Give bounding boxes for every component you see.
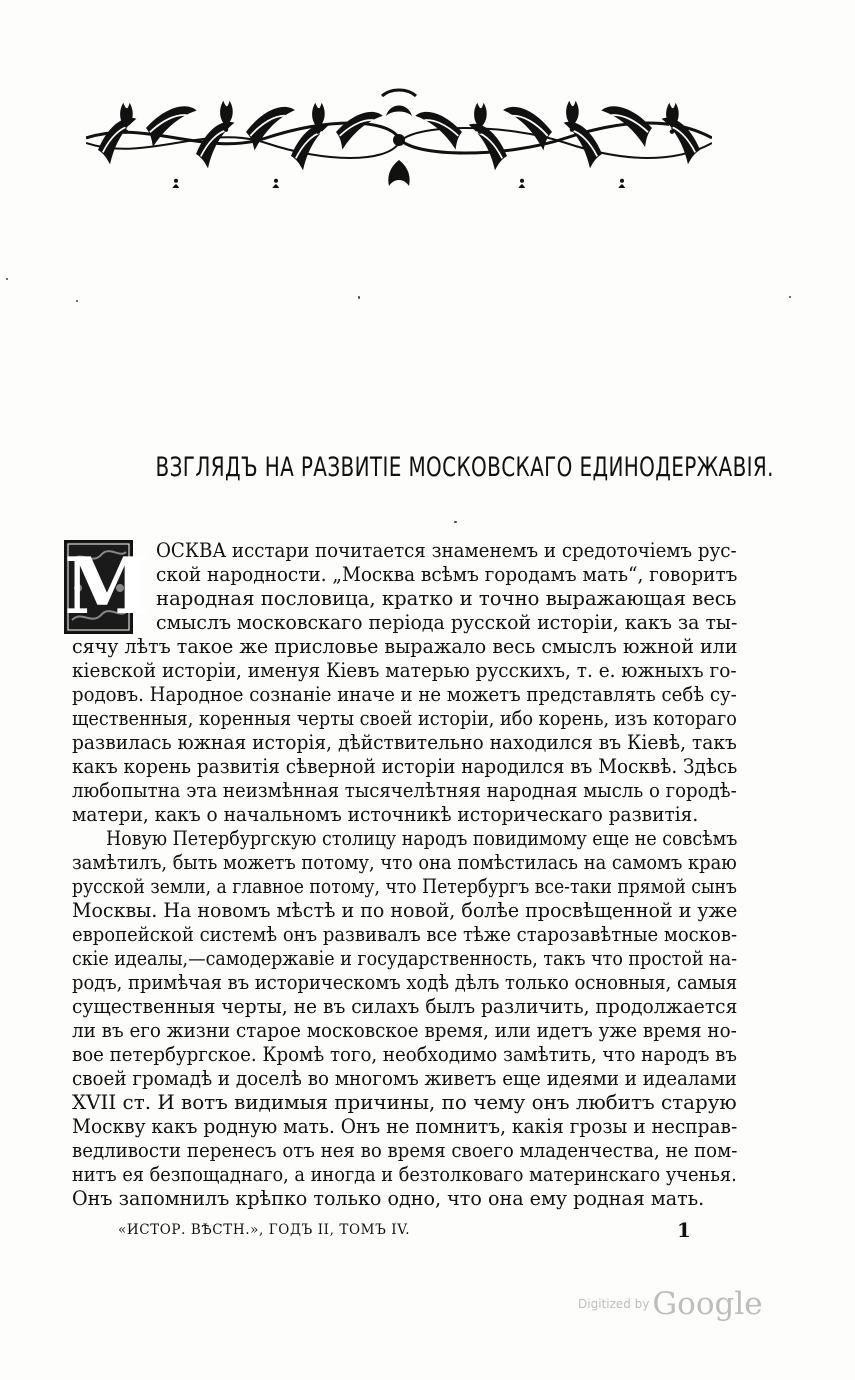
decorative-header-ornament [86, 88, 712, 188]
body-line: Москву какъ родную мать. Онъ не помнитъ, какія грозы и несправ- [72, 1115, 738, 1138]
body-line: сячу лѣтъ такое же присловье выражало весь смыслъ южной или [72, 635, 738, 658]
signature-mark: 1 [677, 1218, 691, 1242]
scan-speck [6, 278, 8, 280]
body-line: какъ корень развитія сѣверной исторіи народился въ Москвѣ. Здѣсь [72, 755, 738, 778]
body-line: замѣтилъ, быть можетъ потому, что она помѣстилась на самомъ краю [72, 851, 737, 874]
body-line: матери, какъ о начальномъ источникѣ историческаго развитія. [72, 803, 699, 826]
drop-cap-initial [64, 540, 151, 634]
body-line: скіе идеалы,—самодержавіе и государственность, такъ что простой на- [72, 947, 738, 970]
watermark-brand: Google [652, 1286, 763, 1322]
body-line: своей громадѣ и доселѣ во многомъ живетъ еще идеями и идеалами [72, 1067, 737, 1090]
scan-speck [76, 300, 78, 302]
body-line: Новую Петербургскую столицу народъ повидимому еще не совсѣмъ [106, 827, 738, 850]
running-footer: «ИСТОР. ВѢСТН.», ГОДЪ II, ТОМЪ IV. [118, 1222, 411, 1238]
drop-cap-letter: М [64, 541, 151, 632]
body-line: родовъ. Народное сознаніе иначе и не можетъ представлять себѣ су- [72, 683, 737, 706]
digitization-watermark [578, 1286, 763, 1322]
body-line: смыслъ московскаго періода русской исторіи, какъ за ты- [156, 611, 738, 634]
watermark-prefix: Digitized by [578, 1297, 650, 1311]
body-line: европейской системѣ онъ развивалъ все тѣже старозавѣтные москов- [72, 923, 738, 946]
article-title: ВЗГЛЯДЪ НА РАЗВИТІЕ МОСКОВСКАГО ЕДИНОДЕРЖАВІЯ. [155, 452, 774, 483]
body-line: Онъ запомнилъ крѣпко только одно, что она ему родная мать. [72, 1187, 705, 1210]
body-line: любопытна эта неизмѣнная тысячелѣтняя народная мысль о городѣ- [72, 779, 737, 802]
body-line: вое петербургское. Кромѣ того, необходимо замѣтить, что народъ въ [72, 1043, 737, 1066]
body-line: ведливости перенесъ отъ нея во время своего младенчества, не пом- [72, 1139, 738, 1162]
body-line: развилась южная исторія, дѣйствительно находился въ Кіевѣ, такъ [72, 731, 737, 754]
body-line: ОСКВА исстари почитается знаменемъ и средоточіемъ рус- [156, 539, 737, 562]
scan-speck [358, 296, 360, 299]
body-line: кіевской исторіи, именуя Кіевъ матерью русскихъ, т. е. южныхъ го- [72, 659, 737, 682]
body-line: XVII ст. И вотъ видимыя причины, по чему онъ любитъ старую [72, 1091, 737, 1114]
body-line: щественныя, коренныя черты своей исторіи, ибо корень, изъ котораго [72, 707, 737, 730]
body-line: ской народности. „Москва всѣмъ городамъ мать“, говоритъ [156, 563, 738, 586]
body-line: Москвы. На новомъ мѣстѣ и по новой, болѣе просвѣщенной и уже [72, 899, 738, 922]
scan-speck [454, 521, 457, 523]
body-line: родъ, примѣчая въ историческомъ ходѣ дѣлъ только основныя, самыя [72, 971, 738, 994]
body-line: народная пословица, кратко и точно выражающая весь [156, 587, 737, 610]
body-line: русской земли, а главное потому, что Петербургъ все-таки прямой сынъ [72, 875, 737, 898]
body-line: нитъ ея безпощаднаго, а иногда и безтолковаго материнскаго ученья. [72, 1163, 737, 1186]
body-line: ли въ его жизни старое московское время, или идетъ уже время но- [72, 1019, 737, 1042]
body-line: существенныя черты, не въ силахъ былъ различить, продолжается [72, 995, 738, 1018]
scan-speck [789, 296, 791, 298]
